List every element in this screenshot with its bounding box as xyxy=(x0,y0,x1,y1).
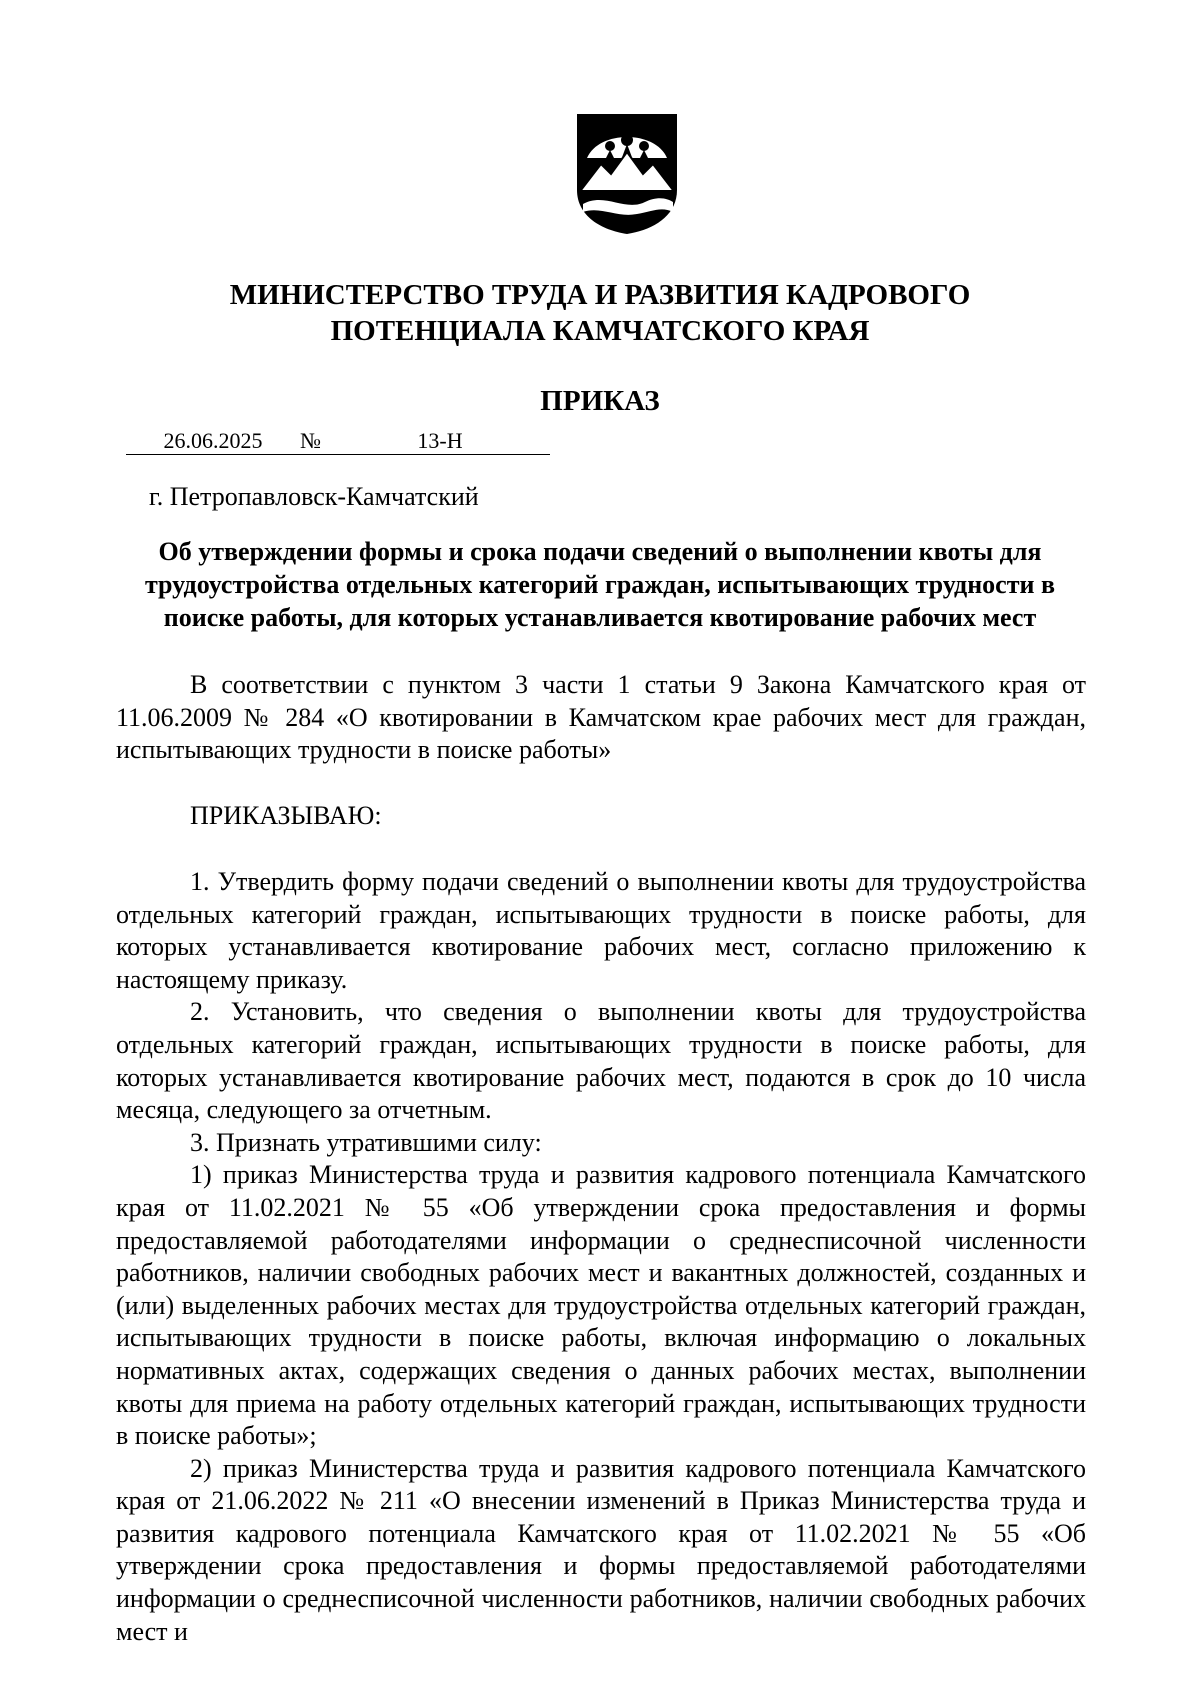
subject-line-1: Об утверждении формы и срока подачи сведений о выполнении квоты для xyxy=(158,537,1042,566)
decree-word: ПРИКАЗЫВАЮ: xyxy=(190,801,382,830)
document-type: ПРИКАЗ xyxy=(540,385,660,417)
ministry-name xyxy=(120,277,1080,349)
item-1: 1. Утвердить форму подачи сведений о выполнении квоты для трудоустройства отдельных категорий граждан, испытывающих трудности в поиске работы, для которых устанавливается квотирование рабочих мест, согласно приложению к настоящему приказу. xyxy=(116,867,1086,994)
ministry-line-2: ПОТЕНЦИАЛА КАМЧАТСКОГО КРАЯ xyxy=(330,315,870,347)
order-date: 26.06.2025 xyxy=(126,428,300,455)
item-3-2: 2) приказ Министерства труда и развития кадрового потенциала Камчатского края от 21.06.2022 № 211 «О внесении изменений в Приказ Министерства труда и развития кадрового потенциала Камчатского края от 11.02.2021 № 55 «Об утверждении срока предоставления и формы предоставляемой работодателями информации о среднесписочной численности работников, наличии свободных рабочих мест и xyxy=(116,1453,1086,1646)
order-number: 13-Н xyxy=(330,428,550,455)
item-3: 3. Признать утратившими силу: xyxy=(190,1127,542,1157)
preamble xyxy=(116,669,1086,767)
subject-line-3: поиске работы, для которых устанавливается квотирование рабочих мест xyxy=(163,603,1037,632)
city: г. Петропавловск-Камчатский xyxy=(149,482,479,511)
kamchatka-coat-of-arms-icon xyxy=(575,112,679,236)
item-3-1: 1) приказ Министерства труда и развития кадрового потенциала Камчатского края от 11.02.2021 № 55 «Об утверждении срока предоставления и формы предоставляемой работодателями информации о среднесписочной численности работников, наличии свободных рабочих мест и вакантных должностей, созданных и (или) выделенных рабочих местах для трудоустройства отдельных категорий граждан, испытывающих трудности в поиске работы, включая информацию о локальных нормативных актах, содержащих сведения о данных рабочих местах, выполнении квоты для приема на работу отдельных категорий граждан, испытывающих трудности в поиске работы»; xyxy=(116,1160,1086,1451)
order-items xyxy=(116,866,1086,1648)
preamble-paragraph: В соответствии с пунктом 3 части 1 статьи 9 Закона Камчатского края от 11.06.2009 № 284 «О квотировании в Камчатском крае рабочих мест для граждан, испытывающих трудности в поиске работы» xyxy=(116,670,1086,765)
registration-line xyxy=(126,428,550,458)
item-2: 2. Установить, что сведения о выполнении квоты для трудоустройства отдельных категорий граждан, испытывающих трудности в поиске работы, для которых устанавливается квотирование рабочих мест, подаются в срок до 10 числа месяца, следующего за отчетным. xyxy=(116,997,1086,1125)
ministry-line-1: МИНИСТЕРСТВО ТРУДА И РАЗВИТИЯ КАДРОВОГО xyxy=(229,279,971,311)
number-sign: № xyxy=(300,428,330,455)
order-subject xyxy=(120,535,1080,634)
subject-line-2: трудоустройства отдельных категорий граждан, испытывающих трудности в xyxy=(144,570,1056,599)
